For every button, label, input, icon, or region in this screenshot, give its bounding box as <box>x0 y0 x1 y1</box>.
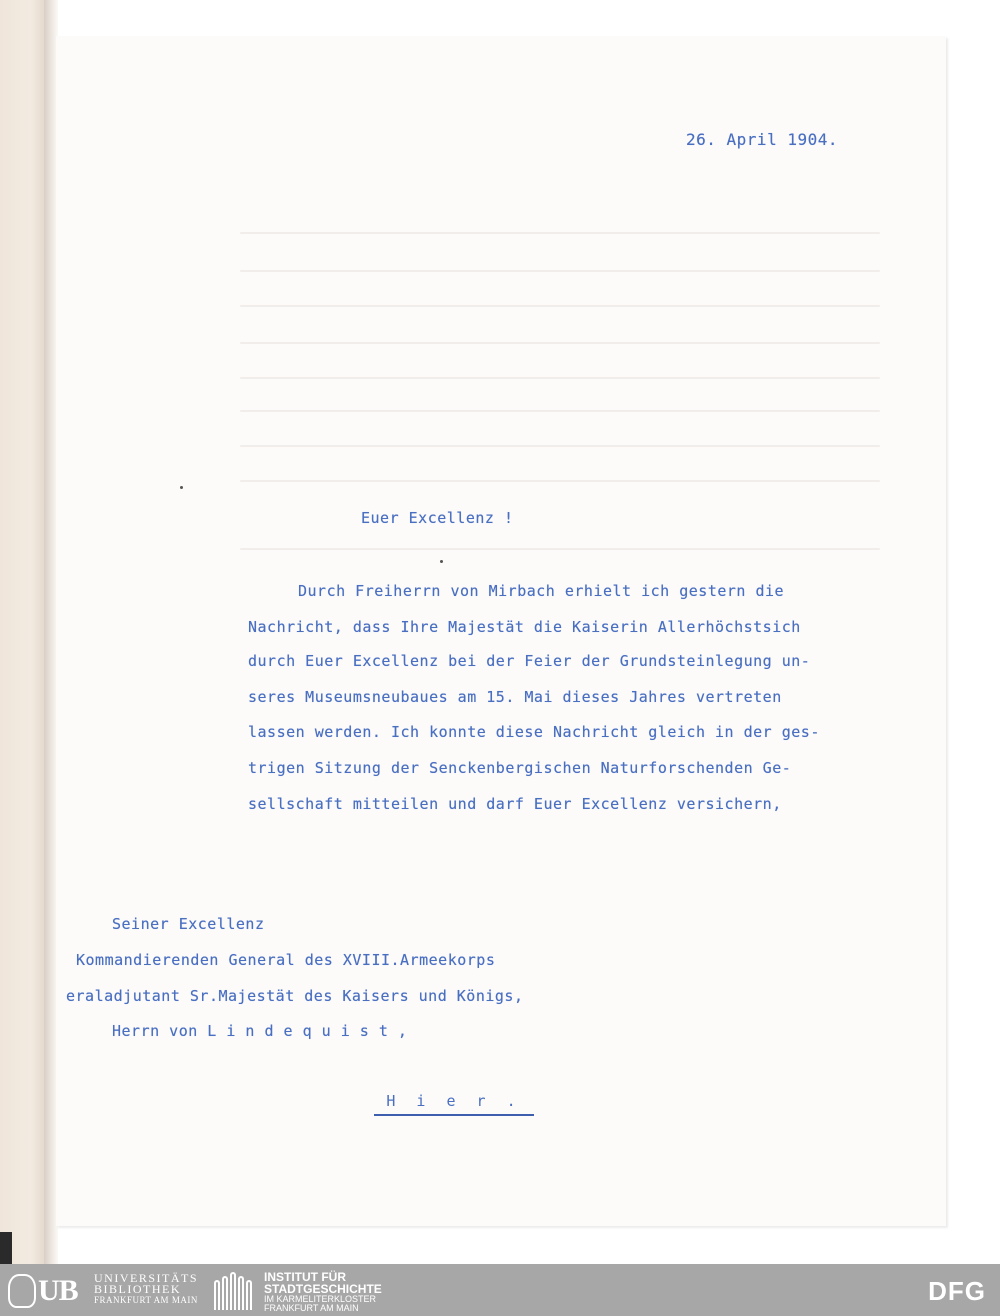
bleed-through-line <box>240 410 880 412</box>
ub-line: FRANKFURT AM MAIN <box>94 1295 198 1305</box>
ub-logo <box>8 1272 88 1310</box>
body-line: lassen werden. Ich konnte diese Nachricht gleich in der ges- <box>248 723 820 741</box>
isg-line: IM KARMELITERKLOSTER <box>264 1294 377 1304</box>
body-line: sellschaft mitteilen und darf Euer Excellenz versichern, <box>248 795 782 813</box>
closing-place: H i e r . <box>386 1092 522 1110</box>
body-line: durch Euer Excellenz bei der Feier der Grundsteinlegung un- <box>248 652 811 670</box>
address-line: eraladjutant Sr.Majestät des Kaisers und Königs, <box>66 987 524 1005</box>
ub-line: BIBLIOTHEK <box>94 1282 181 1296</box>
bleed-through-line <box>240 342 880 344</box>
letter-date: 26. April 1904. <box>686 130 838 149</box>
bleed-through-line <box>240 480 880 482</box>
paper-speck <box>180 486 183 489</box>
isg-line: INSTITUT FÜR <box>264 1270 346 1284</box>
paper-speck <box>440 560 443 563</box>
bleed-through-line <box>240 548 880 550</box>
ub-line: UNIVERSITÄTS <box>94 1271 198 1285</box>
ub-name <box>94 1273 198 1306</box>
closing-underline <box>374 1114 534 1116</box>
bleed-through-line <box>240 305 880 307</box>
arches-icon <box>214 1272 254 1310</box>
portrait-icon <box>8 1274 36 1308</box>
bleed-through-line <box>240 270 880 272</box>
isg-name <box>264 1271 382 1313</box>
body-line: Nachricht, dass Ihre Majestät die Kaiserin Allerhöchstsich <box>248 618 801 636</box>
dfg-logo: DFG <box>928 1276 986 1306</box>
ub-mark: UB <box>38 1274 78 1307</box>
bleed-through-line <box>240 445 880 447</box>
footer-bar <box>0 1264 1000 1316</box>
bleed-through-line <box>240 377 880 379</box>
isg-line: STADTGESCHICHTE <box>264 1282 382 1296</box>
address-line: Kommandierenden General des XVIII.Armeekorps <box>76 951 496 969</box>
body-line: Durch Freiherrn von Mirbach erhielt ich gestern die <box>298 582 785 600</box>
address-line: Seiner Excellenz <box>112 915 265 933</box>
bleed-through-line <box>240 232 880 234</box>
scan-edge <box>0 1232 12 1266</box>
binding-edge <box>0 0 44 1264</box>
body-line: seres Museumsneubaues am 15. Mai dieses Jahres vertreten <box>248 688 782 706</box>
salutation: Euer Excellenz ! <box>361 509 514 527</box>
isg-line: FRANKFURT AM MAIN <box>264 1303 359 1313</box>
address-line: Herrn von L i n d e q u i s t , <box>112 1022 408 1040</box>
body-line: trigen Sitzung der Senckenbergischen Naturforschenden Ge- <box>248 759 792 777</box>
